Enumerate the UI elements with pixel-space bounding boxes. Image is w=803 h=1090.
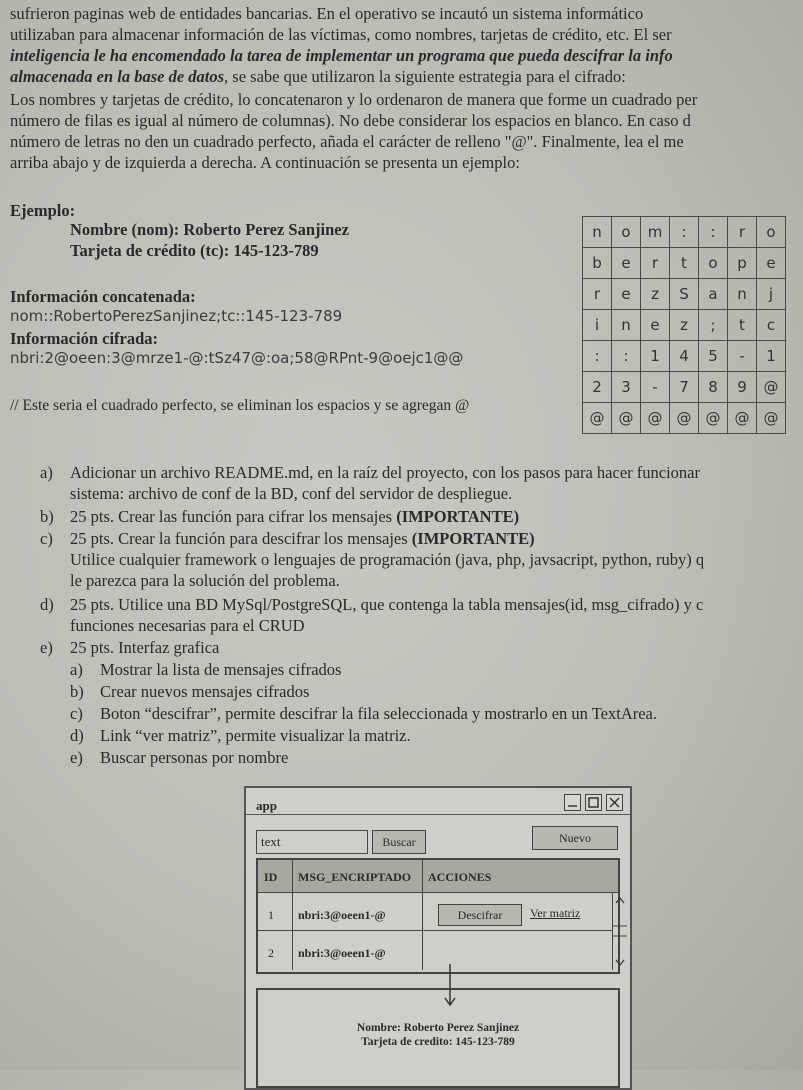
row-msg: nbri:3@oeen1-@ [298, 946, 386, 960]
matrix-cell: : [670, 217, 699, 248]
maximize-icon [585, 794, 602, 811]
matrix-cell: 3 [612, 372, 641, 403]
matrix-cell: @ [699, 403, 728, 434]
matrix-row [583, 372, 786, 403]
task-a-line-1: Adicionar un archivo README.md, en la raíz del proyecto, con los pasos para hacer funcionar [70, 463, 700, 482]
matrix-cell: z [670, 310, 699, 341]
minimize-icon [564, 794, 581, 811]
matrix-cell: : [699, 217, 728, 248]
matrix-cell: ; [699, 310, 728, 341]
matrix-cell: n [612, 310, 641, 341]
intro-line-3: inteligencia le ha encomendado la tarea de implementar un programa que pueda descifrar la info [10, 46, 673, 65]
concat-heading: Información concatenada: [10, 287, 196, 306]
task-a-marker: a) [40, 463, 53, 482]
intro-line-4-emphasis: almacenada en la base de datos [10, 67, 225, 86]
matrix-row [583, 341, 786, 372]
example-card: Tarjeta de crédito (tc): 145-123-789 [70, 241, 319, 260]
subtask-text: Buscar personas por nombre [100, 748, 289, 767]
matrix-cell: r [728, 217, 757, 248]
app-window-mockup [244, 786, 632, 1090]
subtask-text: Mostrar la lista de mensajes cifrados [100, 660, 342, 679]
matrix-cell: @ [583, 403, 612, 434]
task-e-marker: e) [40, 638, 53, 657]
matrix-cell: - [641, 372, 670, 403]
intro-line-1: sufrieron paginas web de entidades bancarias. En el operativo se incautó un sistema informático [10, 4, 644, 23]
search-button[interactable]: Buscar [372, 830, 426, 854]
task-b-marker: b) [40, 507, 54, 526]
matrix-cell: 4 [670, 341, 699, 372]
task-c-line-2: Utilice cualquier framework o lenguajes de programación (java, php, javsacript, python, ruby) q [70, 550, 705, 569]
matrix-cell: c [757, 310, 786, 341]
matrix-cell: r [583, 279, 612, 310]
task-c-line-3: le parezca para la solución del problema. [70, 571, 340, 590]
task-c-tag: (IMPORTANTE) [411, 529, 535, 548]
matrix-cell: 9 [728, 372, 757, 403]
matrix-cell: j [757, 279, 786, 310]
search-input[interactable]: text [256, 830, 368, 854]
messages-table [256, 858, 620, 974]
matrix-row [583, 403, 786, 434]
matrix-cell: t [670, 248, 699, 279]
window-title: app [256, 798, 277, 813]
subtask-text: Crear nuevos mensajes cifrados [100, 682, 310, 701]
matrix-cell: a [699, 279, 728, 310]
matrix-cell: @ [728, 403, 757, 434]
matrix-cell: o [757, 217, 786, 248]
example-heading: Ejemplo: [10, 201, 76, 220]
matrix-row [583, 279, 786, 310]
subtask-marker: d) [70, 726, 84, 745]
matrix-row [583, 217, 786, 248]
matrix-cell: p [728, 248, 757, 279]
decrypt-button[interactable]: Descifrar [438, 904, 522, 926]
task-d-marker: d) [40, 595, 54, 614]
matrix-cell: @ [757, 403, 786, 434]
intro-line-7: número de letras no den un cuadrado perfecto, añada el carácter de relleno "@". Finalmente, lea el me [10, 132, 684, 151]
matrix-cell: : [612, 341, 641, 372]
matrix-cell: o [699, 248, 728, 279]
intro-line-4-rest: , se sabe que utilizaron la siguiente estrategia para el cifrado: [224, 67, 626, 86]
matrix-cell: S [670, 279, 699, 310]
example-note: // Este seria el cuadrado perfecto, se eliminan los espacios y se agregan @ [10, 397, 470, 414]
table-scrollbar[interactable] [612, 892, 627, 970]
task-b [70, 506, 519, 527]
matrix-cell: e [757, 248, 786, 279]
subtask-text: Link “ver matriz”, permite visualizar la matriz. [100, 726, 411, 745]
matrix-cell: 1 [757, 341, 786, 372]
task-d-line-2: funciones necesarias para el CRUD [70, 616, 305, 635]
task-a-line-2: sistema: archivo de conf de la BD, conf del servidor de despliegue. [70, 484, 513, 503]
matrix-cell: b [583, 248, 612, 279]
column-header-actions: ACCIONES [428, 870, 492, 884]
output-textarea[interactable] [256, 988, 620, 1088]
concat-value: nom::RobertoPerezSanjinez;tc::145-123-789 [10, 307, 343, 325]
matrix-cell: i [583, 310, 612, 341]
intro-line-6: número de filas es igual al número de columnas). No debe considerar los espacios en blanco. En caso d [10, 111, 691, 130]
intro-line-2: utilizaban para almacenar información de las víctimas, como nombres, tarjetas de crédito, etc. El ser [10, 25, 672, 44]
row-msg: nbri:3@oeen1-@ [298, 908, 386, 922]
task-b-text: 25 pts. Crear las función para cifrar los mensajes [70, 507, 397, 526]
task-c-marker: c) [40, 529, 53, 548]
task-c [70, 528, 535, 549]
matrix-cell: e [641, 310, 670, 341]
matrix-cell: 8 [699, 372, 728, 403]
column-header-msg: MSG_ENCRIPTADO [298, 870, 412, 884]
matrix-cell: @ [670, 403, 699, 434]
subtask-marker: e) [70, 748, 83, 767]
task-c-text: 25 pts. Crear la función para descifrar los mensajes [70, 529, 412, 548]
matrix-cell: t [728, 310, 757, 341]
matrix-cell: n [728, 279, 757, 310]
task-b-tag: (IMPORTANTE) [396, 507, 520, 526]
subtask-text: Boton “descifrar”, permite descifrar la fila seleccionada y mostrarlo en un TextArea. [100, 704, 658, 723]
cipher-matrix [582, 216, 786, 434]
view-matrix-link[interactable]: Ver matriz [530, 906, 581, 920]
matrix-cell: r [641, 248, 670, 279]
matrix-cell: e [612, 279, 641, 310]
matrix-cell: n [583, 217, 612, 248]
matrix-cell: - [728, 341, 757, 372]
task-e-text: 25 pts. Interfaz grafica [70, 638, 220, 657]
subtask-marker: c) [70, 704, 83, 723]
cipher-value: nbri:2@oeen:3@mrze1-@:tSz47@:oa;58@RPnt-9@oejc1@@ [10, 349, 464, 367]
output-line-1: Nombre: Roberto Perez Sanjinez [356, 1022, 520, 1034]
task-d-line-1: 25 pts. Utilice una BD MySql/PostgreSQL, que contenga la tabla mensajes(id, msg_cifrado) y c [70, 595, 704, 614]
matrix-cell: @ [641, 403, 670, 434]
row-id: 1 [268, 908, 274, 922]
subtask-marker: a) [70, 660, 83, 679]
matrix-cell: 1 [641, 341, 670, 372]
example-name: Nombre (nom): Roberto Perez Sanjinez [70, 220, 349, 239]
matrix-cell: 5 [699, 341, 728, 372]
column-header-id: ID [264, 870, 278, 884]
subtask-marker: b) [70, 682, 84, 701]
intro-line-8: arriba abajo y de izquierda a derecha. A continuación se presenta un ejemplo: [10, 153, 520, 172]
matrix-row [583, 310, 786, 341]
matrix-cell: z [641, 279, 670, 310]
row-id: 2 [268, 946, 274, 960]
matrix-cell: o [612, 217, 641, 248]
matrix-row [583, 248, 786, 279]
matrix-cell: @ [757, 372, 786, 403]
matrix-cell: 2 [583, 372, 612, 403]
intro-line-4 [10, 66, 626, 87]
matrix-cell: m [641, 217, 670, 248]
matrix-cell: @ [612, 403, 641, 434]
matrix-cell: : [583, 341, 612, 372]
matrix-cell: e [612, 248, 641, 279]
matrix-cell: 7 [670, 372, 699, 403]
cipher-heading: Información cifrada: [10, 329, 159, 348]
close-icon [606, 794, 623, 811]
intro-line-5: Los nombres y tarjetas de crédito, lo concatenaron y lo ordenaron de manera que forme un cuadrado per [10, 90, 698, 109]
new-button[interactable]: Nuevo [532, 826, 618, 850]
output-line-2: Tarjeta de credito: 145-123-789 [361, 1036, 515, 1048]
